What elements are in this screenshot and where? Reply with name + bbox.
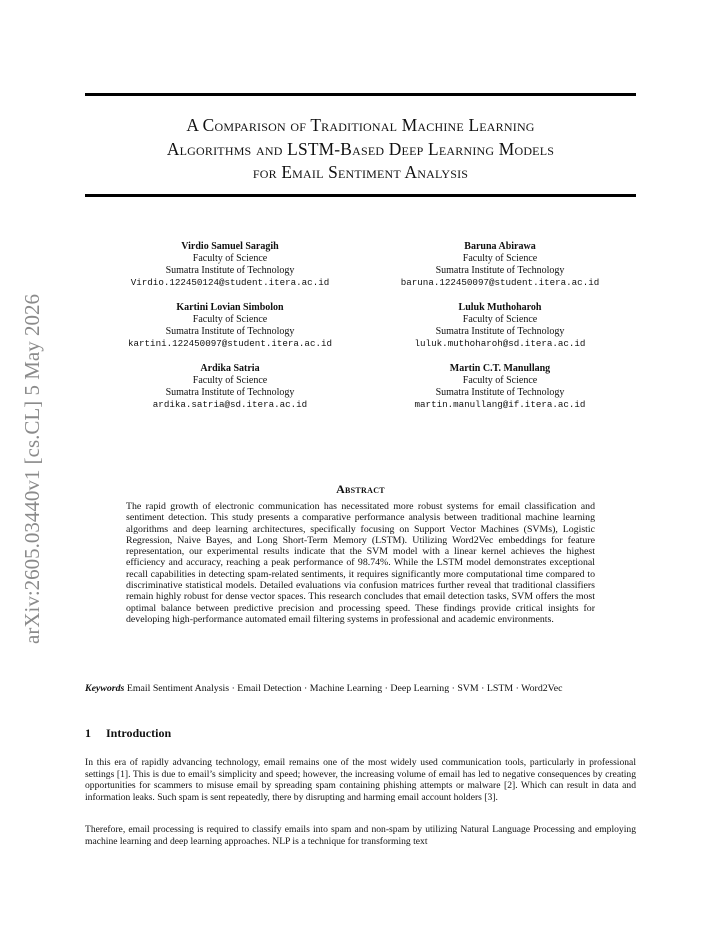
author-faculty: Faculty of Science — [462, 314, 538, 325]
author-email[interactable]: luluk.muthoharoh@sd.itera.ac.id — [414, 338, 586, 349]
author-name: Virdio Samuel Saragih — [181, 241, 279, 252]
author-faculty: Faculty of Science — [462, 253, 538, 264]
author-institution: Sumatra Institute of Technology — [435, 265, 565, 276]
abstract-text: The rapid growth of electronic communication has necessitated more robust systems for email classification and sentiment detection. This study presents a comparative performance analysis between traditional machine learning algorithms and deep learning architectures, specifically focusing on Support Vector Machines (SVMs), Logistic Regression, Naive Bayes, and Long Short-Term Memory (LSTM). Utilizing Word2Vec embeddings for feature representation, our experimental results indicate that the SVM model with a linear kernel achieves the highest efficiency and accuracy, reaching a peak performance of 98.74%. While the LSTM model demonstrates exceptional recall capabilities in detecting spam-related sentiments, it requires significantly more computational time compared to discriminative statistical models. Detailed evaluations via confusion matrices further reveal that traditional classifiers remain highly robust for dense vector spaces. This research concludes that email detection tasks, SVM offers the most optimal balance between predictive precision and processing speed. These findings provide critical insights for developing high-performance automated email filtering systems in professional and academic environments. — [126, 501, 595, 625]
abstract-heading: Abstract — [336, 482, 385, 496]
author-faculty: Faculty of Science — [462, 375, 538, 386]
author-faculty: Faculty of Science — [192, 253, 268, 264]
author-list — [95, 241, 625, 411]
author-block — [365, 302, 635, 350]
body-paragraph: Therefore, email processing is required to classify emails into spam and non-spam by utilizing Natural Language Processing and employing machine learning and deep learning approaches. NLP is a technique for transforming text — [85, 824, 636, 847]
author-email[interactable]: martin.manullang@if.itera.ac.id — [414, 399, 586, 410]
author-institution: Sumatra Institute of Technology — [435, 387, 565, 398]
author-block — [365, 241, 635, 289]
author-name: Baruna Abirawa — [464, 241, 536, 252]
body-paragraph: In this era of rapidly advancing technology, email remains one of the most widely used communication tools, particularly in professional settings [1]. This is due to email’s simplicity and speed; however, the increasing volume of email has led to negative consequences by creating opportunities for scammers to misuse email by spreading spam containing phishing attempts or malware [2]. Which can result in data and information leaks. Such spam is sent repeatedly, there by disrupting and harming email account holders [3]. — [85, 757, 636, 803]
author-block — [95, 363, 365, 411]
keywords-text: Email Sentiment Analysis · Email Detection · Machine Learning · Deep Learning · SVM · LSTM · Word2Vec — [126, 683, 563, 694]
section-title: Introduction — [106, 726, 172, 740]
author-institution: Sumatra Institute of Technology — [435, 326, 565, 337]
author-email[interactable]: Virdio.122450124@student.itera.ac.id — [130, 277, 330, 288]
title-line: A Comparison of Traditional Machine Learning — [186, 115, 535, 135]
author-institution: Sumatra Institute of Technology — [165, 326, 295, 337]
title-line: for Email Sentiment Analysis — [252, 162, 469, 182]
author-name: Luluk Muthoharoh — [458, 302, 542, 313]
title-line: Algorithms and LSTM-Based Deep Learning Models — [166, 138, 555, 159]
paper-title — [85, 114, 636, 185]
keywords-label: Keywords — [85, 683, 125, 694]
title-rule-top — [85, 93, 636, 96]
author-email[interactable]: kartini.122450097@student.itera.ac.id — [128, 338, 332, 349]
author-block — [95, 302, 365, 350]
author-institution: Sumatra Institute of Technology — [165, 387, 295, 398]
arxiv-identifier: arXiv:2605.03440v1 [cs.CL] 5 May 2026 — [20, 294, 44, 644]
author-email[interactable]: baruna.122450097@student.itera.ac.id — [400, 277, 600, 288]
author-faculty: Faculty of Science — [192, 314, 268, 325]
author-email[interactable]: ardika.satria@sd.itera.ac.id — [152, 399, 308, 410]
section-heading — [85, 726, 171, 741]
author-name: Martin C.T. Manullang — [449, 363, 551, 374]
author-name: Ardika Satria — [200, 363, 260, 374]
author-institution: Sumatra Institute of Technology — [165, 265, 295, 276]
author-block — [95, 241, 365, 289]
section-number: 1 — [85, 726, 91, 740]
author-name: Kartini Lovian Simbolon — [176, 302, 284, 313]
author-faculty: Faculty of Science — [192, 375, 268, 386]
arxiv-sidebar — [20, 264, 50, 644]
title-rule-bottom — [85, 194, 636, 197]
author-block — [365, 363, 635, 411]
keywords — [85, 683, 636, 695]
